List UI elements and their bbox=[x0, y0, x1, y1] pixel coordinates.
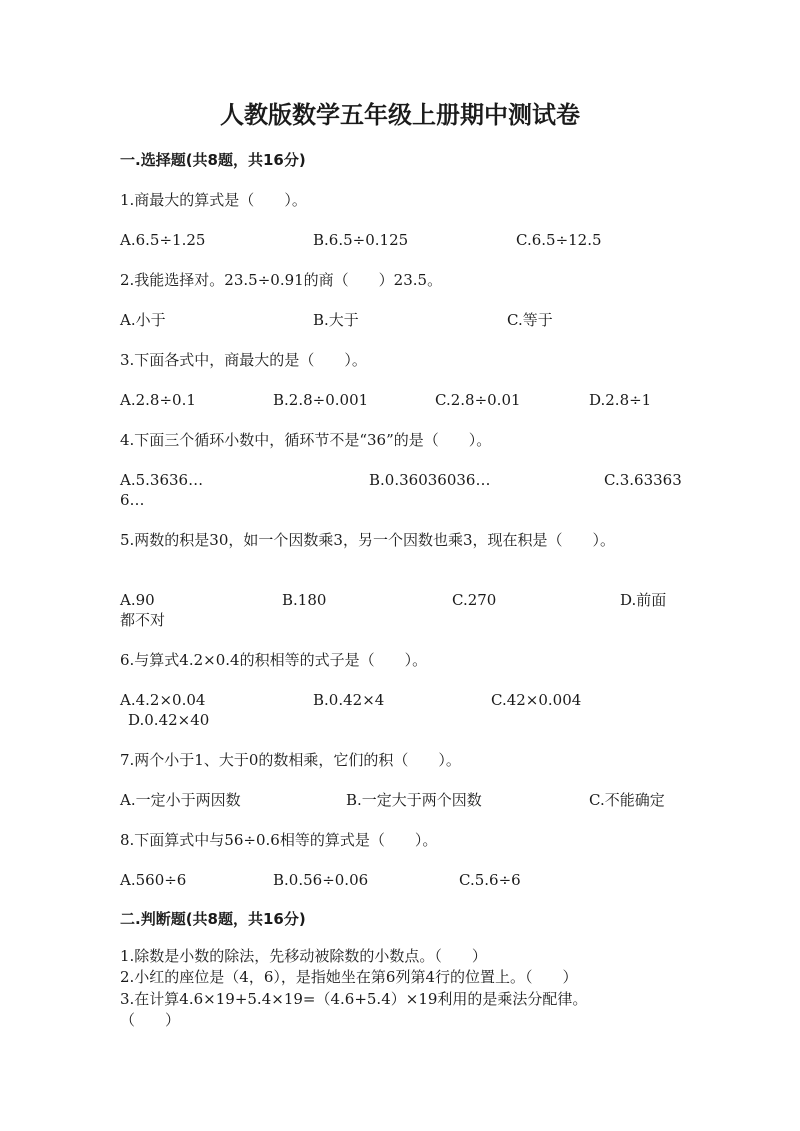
question-3-option-c: C.2.8÷0.01 bbox=[435, 391, 521, 409]
question-3-option-d: D.2.8÷1 bbox=[589, 391, 652, 409]
question-7-option-c: C.不能确定 bbox=[589, 791, 665, 809]
question-6-option-d: D.0.42×40 bbox=[128, 711, 210, 729]
question-2-option-a: A.小于 bbox=[120, 311, 166, 329]
question-5-option-a: A.90 bbox=[120, 591, 155, 609]
question-1-option-b: B.6.5÷0.125 bbox=[313, 231, 409, 249]
question-3-option-b: B.2.8÷0.001 bbox=[273, 391, 369, 409]
question-5-stem: 5.两数的积是30，如一个因数乘3，另一个因数也乘3，现在积是（ ）。 bbox=[120, 531, 615, 549]
question-4-option-c: C.3.63363 bbox=[604, 471, 682, 489]
question-1-stem: 1.商最大的算式是（ ）。 bbox=[120, 191, 307, 209]
question-7-stem: 7.两个小于1、大于0的数相乘，它们的积（ ）。 bbox=[120, 751, 461, 769]
question-8-stem: 8.下面算式中与56÷0.6相等的算式是（ ）。 bbox=[120, 831, 438, 849]
question-3-option-a: A.2.8÷0.1 bbox=[120, 391, 196, 409]
question-2-stem: 2.我能选择对。23.5÷0.91的商（ ）23.5。 bbox=[120, 271, 443, 289]
question-6-option-a: A.4.2×0.04 bbox=[120, 691, 206, 709]
section-1-heading: 一.选择题(共8题，共16分) bbox=[120, 151, 306, 169]
page-title: 人教版数学五年级上册期中测试卷 bbox=[220, 101, 580, 129]
question-8-option-c: C.5.6÷6 bbox=[459, 871, 521, 889]
question-3-stem: 3.下面各式中，商最大的是（ ）。 bbox=[120, 351, 367, 369]
judgement-item-3-blank: （ ） bbox=[120, 1011, 181, 1029]
question-2-option-b: B.大于 bbox=[313, 311, 359, 329]
question-4-option-c-wrap: 6… bbox=[120, 491, 145, 509]
question-8-option-a: A.560÷6 bbox=[120, 871, 187, 889]
judgement-item-1: 1.除数是小数的除法，先移动被除数的小数点。（ ） bbox=[120, 947, 487, 965]
question-7-option-b: B.一定大于两个因数 bbox=[346, 791, 482, 809]
question-5-option-d-wrap: 都不对 bbox=[120, 611, 166, 629]
question-7-option-a: A.一定小于两因数 bbox=[120, 791, 241, 809]
question-5-option-b: B.180 bbox=[282, 591, 327, 609]
section-2-heading: 二.判断题(共8题，共16分) bbox=[120, 910, 306, 928]
question-6-option-b: B.0.42×4 bbox=[313, 691, 385, 709]
judgement-item-2: 2.小红的座位是（4，6），是指她坐在第6列第4行的位置上。（ ） bbox=[120, 968, 578, 986]
question-4-stem: 4.下面三个循环小数中，循环节不是“36”的是（ ）。 bbox=[120, 431, 492, 449]
question-4-option-a: A.5.3636… bbox=[120, 471, 204, 489]
question-5-option-d: D.前面 bbox=[620, 591, 667, 609]
question-8-option-b: B.0.56÷0.06 bbox=[273, 871, 369, 889]
question-1-option-c: C.6.5÷12.5 bbox=[516, 231, 602, 249]
question-6-stem: 6.与算式4.2×0.4的积相等的式子是（ ）。 bbox=[120, 651, 428, 669]
question-1-option-a: A.6.5÷1.25 bbox=[120, 231, 206, 249]
judgement-item-3: 3.在计算4.6×19+5.4×19=（4.6+5.4）×19利用的是乘法分配律。 bbox=[120, 990, 588, 1008]
question-6-option-c: C.42×0.004 bbox=[491, 691, 582, 709]
question-5-option-c: C.270 bbox=[452, 591, 497, 609]
question-2-option-c: C.等于 bbox=[507, 311, 553, 329]
question-4-option-b: B.0.36036036… bbox=[369, 471, 491, 489]
